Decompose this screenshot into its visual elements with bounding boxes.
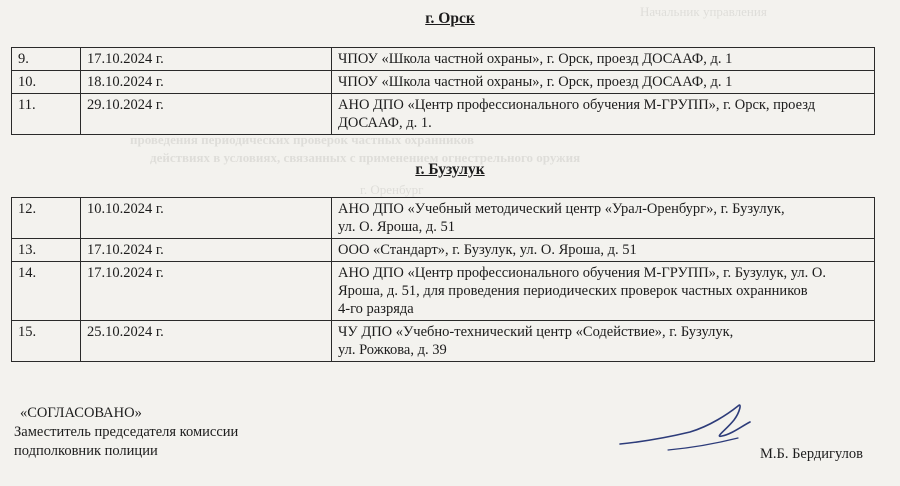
place-line: ДОСААФ, д. 1. [338,115,432,131]
table-row [12,262,875,321]
row-place [332,262,875,321]
section-title-orsk: г. Орск [425,10,475,27]
place-line: АНО ДПО «Центр профессионального обучения М-ГРУПП», г. Орск, проезд [338,97,816,113]
show-through-text: г. Оренбург [360,182,424,197]
show-through-text: действиях в условиях, связанных с применением огнестрельного оружия [150,150,581,165]
row-place: ООО «Стандарт», г. Бузулук, ул. О. Яроша, д. 51 [332,239,875,262]
row-place [332,94,875,135]
table-row [12,239,875,262]
signature-image [610,392,770,462]
table-row [12,71,875,94]
place-line: ул. О. Ярошa, д. 51 [338,219,455,235]
approval-block [14,404,238,461]
table-row [12,48,875,71]
row-number: 15. [12,321,81,362]
row-place [332,198,875,239]
row-date: 17.10.2024 г. [81,239,332,262]
approval-rank: подполковник полиции [14,443,158,459]
place-line: Яроша, д. 51, для проведения периодических проверок частных охранников [338,283,808,299]
row-date: 29.10.2024 г. [81,94,332,135]
place-line: АНО ДПО «Учебный методический центр «Урал-Оренбург», г. Бузулук, [338,201,785,217]
row-place: ЧПОУ «Школа частной охраны», г. Орск, проезд ДОСААФ, д. 1 [332,48,875,71]
row-number: 13. [12,239,81,262]
row-number: 12. [12,198,81,239]
row-number: 14. [12,262,81,321]
row-number: 11. [12,94,81,135]
row-number: 10. [12,71,81,94]
place-line: ЧУ ДПО «Учебно-технический центр «Содействие», г. Бузулук, [338,324,734,340]
approval-position: Заместитель председателя комиссии [14,424,239,440]
show-through-text: Начальник управления [640,4,767,19]
place-line: АНО ДПО «Центр профессионального обучения М-ГРУПП», г. Бузулук, ул. О. [338,265,826,281]
schedule-table-buzuluk [11,197,875,362]
table-row [12,321,875,362]
section-title-buzuluk: г. Бузулук [415,161,485,178]
row-date: 25.10.2024 г. [81,321,332,362]
place-line: ул. Рожкова, д. 39 [338,342,447,358]
schedule-table-orsk [11,47,875,135]
table-row [12,198,875,239]
show-through-text: проведения периодических проверок частных охранников [130,132,474,147]
row-number: 9. [12,48,81,71]
row-date: 10.10.2024 г. [81,198,332,239]
approval-stamp: «СОГЛАСОВАНО» [20,405,142,421]
row-date: 18.10.2024 г. [81,71,332,94]
row-date: 17.10.2024 г. [81,262,332,321]
row-place: ЧПОУ «Школа частной охраны», г. Орск, проезд ДОСААФ, д. 1 [332,71,875,94]
signer-name: М.Б. Бердигулов [760,446,863,462]
row-date: 17.10.2024 г. [81,48,332,71]
row-place [332,321,875,362]
place-line: 4-го разряда [338,301,414,317]
table-row [12,94,875,135]
